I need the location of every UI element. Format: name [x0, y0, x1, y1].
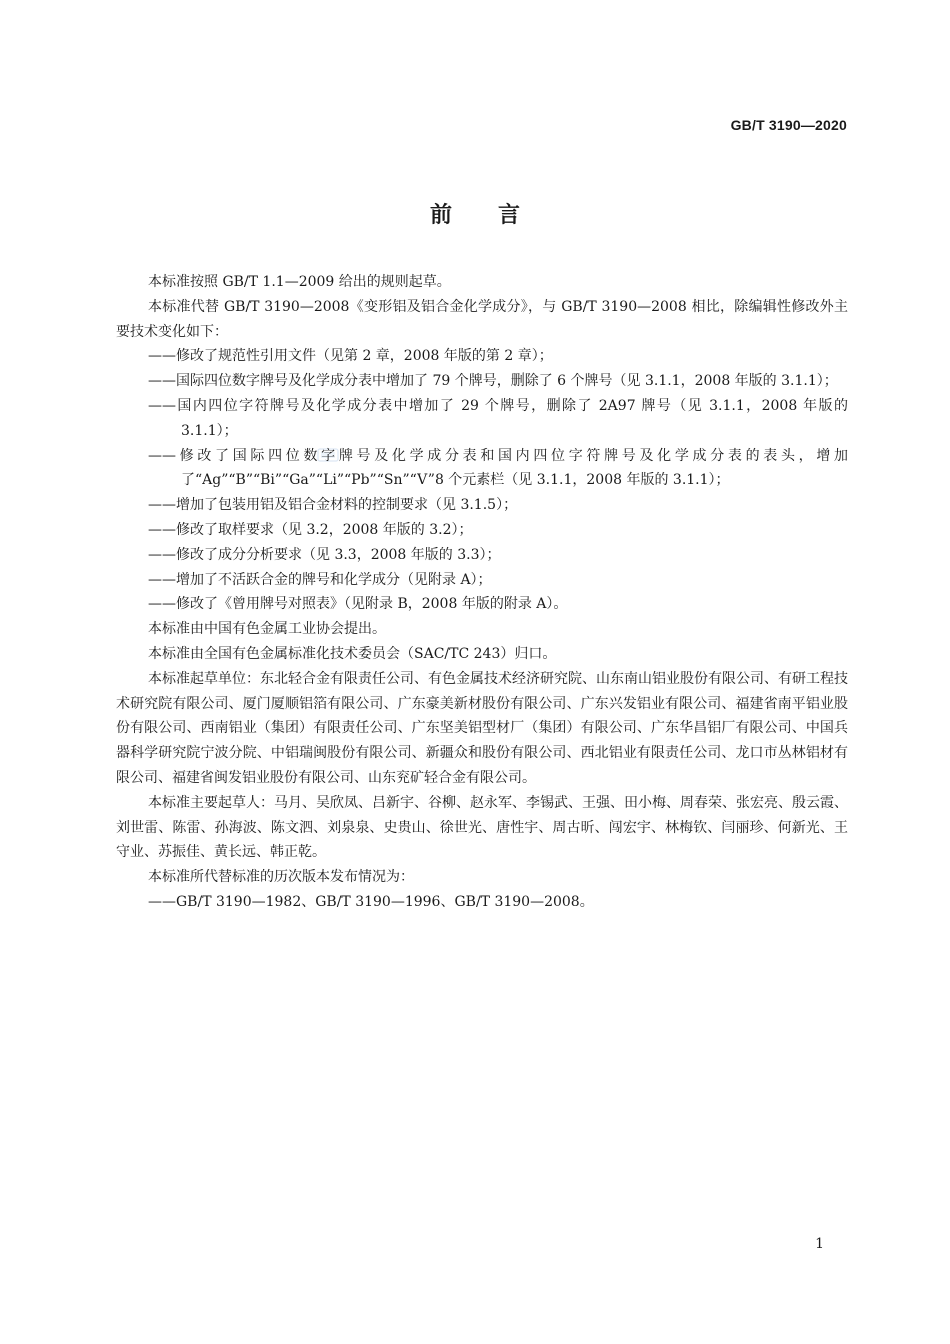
drafting-units-paragraph: 本标准起草单位：东北轻合金有限责任公司、有色金属技术经济研究院、山东南山铝业股份有限公司、有研工程技术研究院有限公司、厦门厦顺铝箔有限公司、广东豪美新材股份有限公司、广东兴发铝业有限公司、福建省南平铝业股份有限公司、西南铝业（集团）有限责任公司、广东坚美铝型材厂（集团）有限公司、广东华昌铝厂有限公司、中国兵器科学研究院宁波分院、中铝瑞闽股份有限公司、新疆众和股份有限公司、西北铝业有限责任公司、龙口市丛林铝材有限公司、福建省闽发铝业股份有限公司、山东兖矿轻合金有限公司。 — [116, 670, 848, 786]
paragraph: 本标准代替 GB/T 3190—2008《变形铝及铝合金化学成分》，与 GB/T 3190—2008 相比，除编辑性修改外主要技术变化如下： — [116, 298, 848, 340]
list-item: ——修改了规范性引用文件（见第 2 章，2008 年版的第 2 章）； — [148, 348, 553, 365]
list-item: ——增加了不活跃合金的牌号和化学成分（见附录 A）； — [148, 571, 492, 588]
list-item: ——国际四位数字牌号及化学成分表中增加了 79 个牌号，删除了 6 个牌号（见 3.1.1，2008 年版的 3.1.1）； — [148, 373, 838, 390]
list-item: ——修改了取样要求（见 3.2，2008 年版的 3.2）； — [148, 521, 473, 538]
page-number: 1 — [815, 1236, 824, 1252]
list-item: ——修改了成分分析要求（见 3.3，2008 年版的 3.3）； — [148, 546, 501, 563]
drafters-paragraph: 本标准主要起草人：马月、吴欣凤、吕新宇、谷柳、赵永军、李锡武、王强、田小梅、周春荣、张宏亮、殷云霞、刘世雷、陈雷、孙海波、陈文泗、刘泉泉、史贵山、徐世光、唐性宇、周古昕、闯宏宇、林梅钦、闫丽珍、何新光、王守业、苏振佳、黄长远、韩正乾。 — [116, 794, 848, 861]
list-item: ——GB/T 3190—1982、GB/T 3190—1996、GB/T 3190—2008。 — [148, 893, 594, 910]
foreword-body — [116, 270, 848, 915]
list-item: ——国内四位字符牌号及化学成分表中增加了 29 个牌号，删除了 2A97 牌号（见 3.1.1，2008 年版的 3.1.1）； — [148, 397, 848, 439]
list-item: ——修改了《曾用牌号对照表》（见附录 B，2008 年版的附录 A）。 — [148, 596, 568, 613]
paragraph: 本标准由全国有色金属标准化技术委员会（SAC/TC 243）归口。 — [148, 645, 557, 662]
page-title: 前言 — [429, 203, 566, 228]
list-item: ——修改了国际四位数字牌号及化学成分表和国内四位字符牌号及化学成分表的表头，增加了“Ag”“B”“Bi”“Ga”“Li”“Pb”“Sn”“V”8 个元素栏（见 3.1.1，2008 年版的 3.1.1）； — [148, 447, 848, 489]
paragraph: 本标准由中国有色金属工业协会提出。 — [148, 621, 386, 638]
paragraph: 本标准所代替标准的历次版本发布情况为： — [148, 869, 414, 886]
list-item: ——增加了包装用铝及铝合金材料的控制要求（见 3.1.5）； — [148, 497, 518, 514]
standard-number: GB/T 3190—2020 — [730, 117, 847, 133]
paragraph: 本标准按照 GB/T 1.1—2009 给出的规则起草。 — [148, 274, 451, 290]
